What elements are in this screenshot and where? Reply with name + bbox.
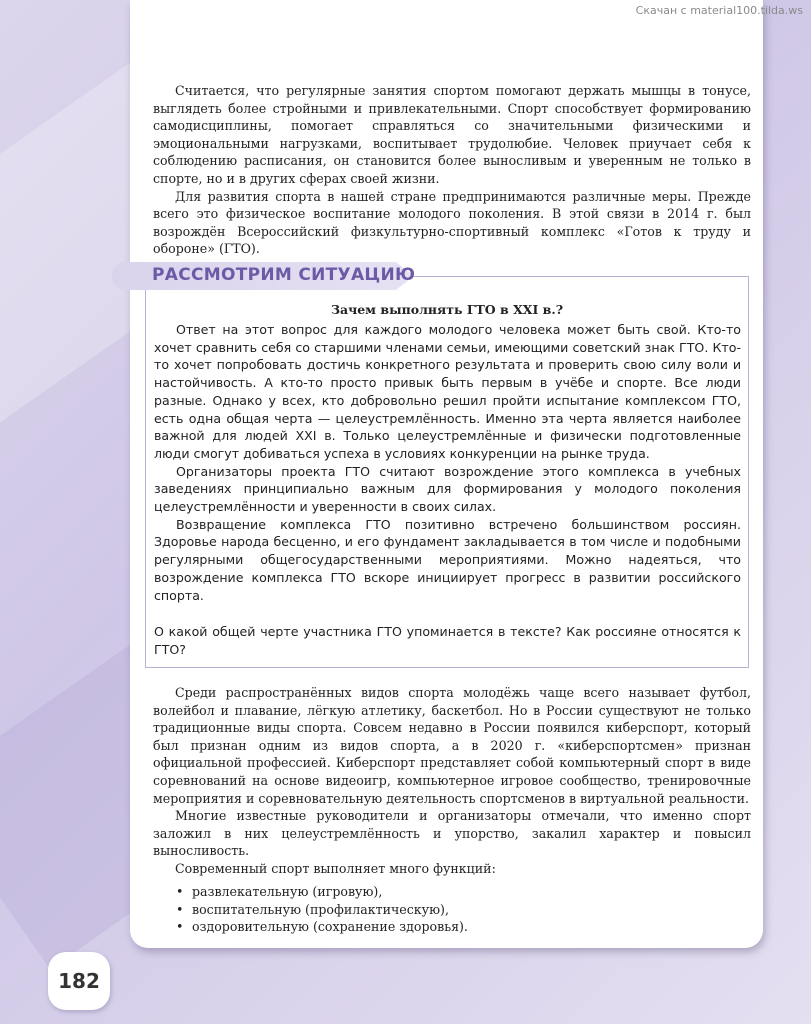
situation-question: О какой общей черте участника ГТО упоминается в тексте? Как россияне относятся к ГТО? xyxy=(154,624,741,657)
situation-title: Зачем выполнять ГТО в XXI в.? xyxy=(330,302,564,317)
intro-text xyxy=(153,82,751,258)
watermark: Скачан с material100.tilda.ws xyxy=(635,4,803,17)
list-item: • развлекательную (игровую), xyxy=(176,883,736,901)
situation-text xyxy=(154,321,741,604)
intro-paragraph-2: Для развития спорта в нашей стране предпринимаются различные меры. Прежде всего это физическое воспитание молодого поколения. В этой связи в 2014 г. был возрождён Всероссийский физкультурно-спортивный комплекс «Готов к труду и обороне» (ГТО). xyxy=(153,188,751,257)
functions-list xyxy=(176,883,736,936)
situation-paragraph-3: Возвращение комплекса ГТО позитивно встречено большинством россиян. Здоровье народа бесценно, и его фундамент закладывается в том числе и подобными регулярными общегосударственными мероприятиями. Можно надеяться, что возрождение комплекса ГТО вскоре инициирует прогресс в развитии российского спорта. xyxy=(154,516,741,603)
main-text xyxy=(153,684,751,878)
situation-paragraph-2: Организаторы проекта ГТО считают возрождение этого комплекса в учебных заведениях принципиально важным для формирования у молодого поколения целеустремлённости и уверенности в своих силах. xyxy=(154,463,741,515)
situation-heading: РАССМОТРИМ СИТУАЦИЮ xyxy=(152,265,416,285)
main-paragraph-3: Современный спорт выполняет много функций: xyxy=(175,860,496,876)
situation-paragraph-1: Ответ на этот вопрос для каждого молодого человека может быть свой. Кто-то хочет сравнить себя со старшими членами семьи, имеющими советский знак ГТО. Кто-то хочет попробовать достичь конкретного результата и проверить свою силу воли и настойчивость. А кто-то просто привык быть первым в учёбе и спорте. Все люди разные. Однако у всех, кто добровольно решил пройти испытание комплексом ГТО, есть одна общая черта — целеустремлённость. Именно эта черта является наиболее важной для людей XXI в. Только целеустремлённые и физически подготовленные люди смогут добиваться успеха в условиях конкуренции на рынке труда. xyxy=(154,322,741,461)
list-item: • оздоровительную (сохранение здоровья). xyxy=(176,918,736,936)
page-number: 182 xyxy=(48,952,110,1010)
main-paragraph-1: Среди распространённых видов спорта молодёжь чаще всего называет футбол, волейбол и плавание, лёгкую атлетику, баскетбол. Но в России существуют не только традиционные виды спорта. Совсем недавно в России появился киберспорт, который был признан одним из видов спорта, а в 2020 г. «киберспортсмен» признан официальной профессией. Киберспорт представляет собой компьютерный спорт в виде соревнований на основе видеоигр, компьютерное игровое сообщество, тренировочные мероприятия и соревновательную деятельность спортсменов в виртуальной реальности. xyxy=(153,685,751,806)
intro-paragraph-1: Считается, что регулярные занятия спортом помогают держать мышцы в тонусе, выглядеть более стройными и привлекательными. Спорт способствует формированию самодисциплины, помогает справляться со значительными физическими и эмоциональными нагрузками, воспитывает трудолюбие. Человек приучает себя к соблюдению расписания, он становится более выносливым и уверенным не только в спорте, но и в других сферах своей жизни. xyxy=(153,83,751,186)
list-item: • воспитательную (профилактическую), xyxy=(176,901,736,919)
main-paragraph-2: Многие известные руководители и организаторы отмечали, что именно спорт заложил в них целеустремлённость и упорство, закалил характер и повысил выносливость. xyxy=(153,808,751,859)
